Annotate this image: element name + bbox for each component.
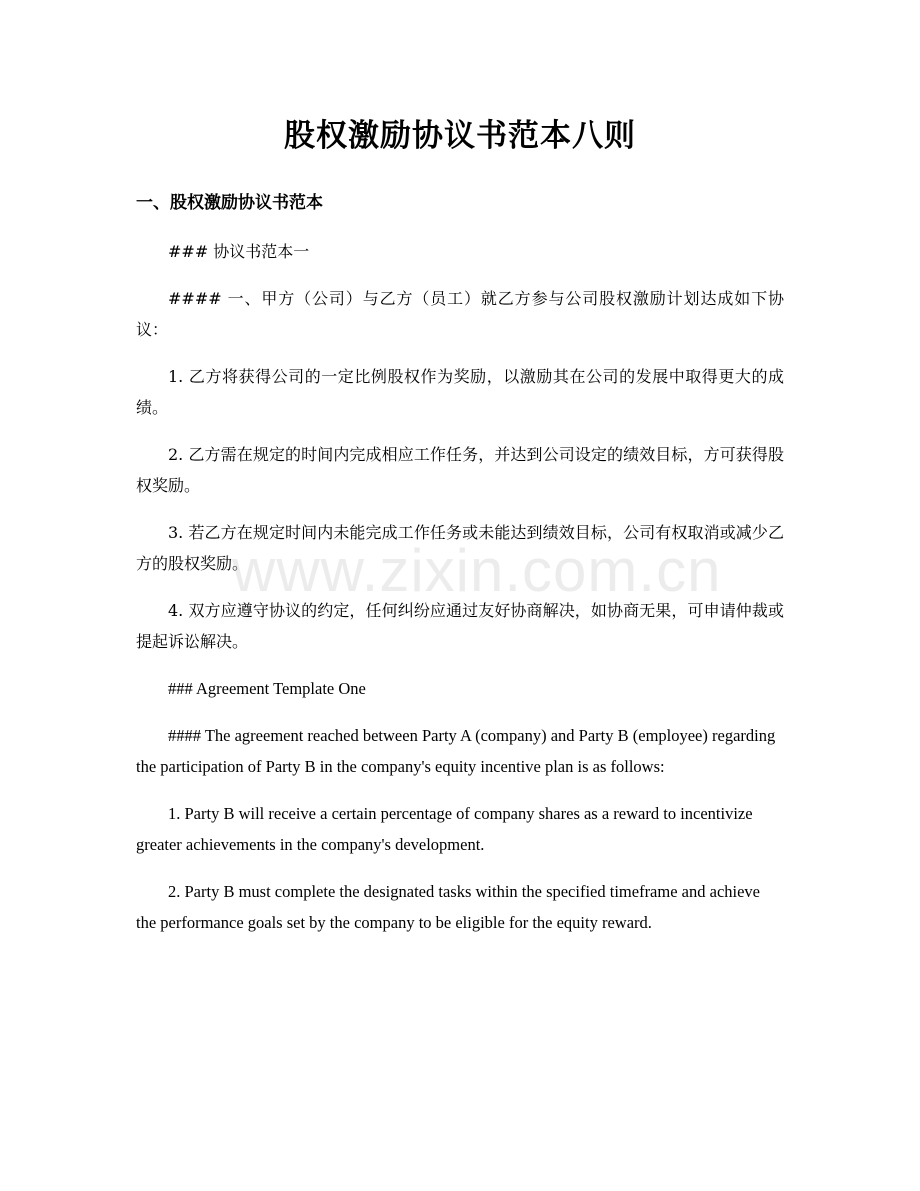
subheading-template-one-en: ### Agreement Template One: [168, 679, 366, 698]
clause-2-en: 2. Party B must complete the designated tasks within the specified timeframe and achieve the performance goals set by the company to be eligible for the equity reward.: [136, 882, 760, 932]
clause-3-cn: 3. 若乙方在规定时间内未能完成工作任务或未能达到绩效目标，公司有权取消或减少乙方的股权奖励。: [136, 523, 784, 573]
section-heading: 一、股权激励协议书范本: [136, 193, 323, 213]
agreement-intro-en: #### The agreement reached between Party A (company) and Party B (employee) regarding the participation of Party B in the company's equity incentive plan is as follows:: [136, 726, 776, 776]
clause-2-cn: 2. 乙方需在规定的时间内完成相应工作任务，并达到公司设定的绩效目标，方可获得股权奖励。: [136, 445, 784, 495]
clause-1-cn: 1. 乙方将获得公司的一定比例股权作为奖励，以激励其在公司的发展中取得更大的成绩。: [136, 367, 784, 417]
subheading-template-one-cn: ### 协议书范本一: [168, 242, 310, 261]
document-title: 股权激励协议书范本八则: [284, 118, 636, 154]
document-body: [136, 236, 784, 954]
agreement-intro-cn: #### 一、甲方（公司）与乙方（员工）就乙方参与公司股权激励计划达成如下协议：: [136, 289, 784, 339]
clause-4-cn: 4. 双方应遵守协议的约定，任何纠纷应通过友好协商解决，如协商无果，可申请仲裁或提起诉讼解决。: [136, 601, 784, 651]
watermark: www.zixin.com.cn: [232, 537, 722, 604]
clause-1-en: 1. Party B will receive a certain percentage of company shares as a reward to incentivize greater achievements in the company's development.: [136, 804, 753, 854]
